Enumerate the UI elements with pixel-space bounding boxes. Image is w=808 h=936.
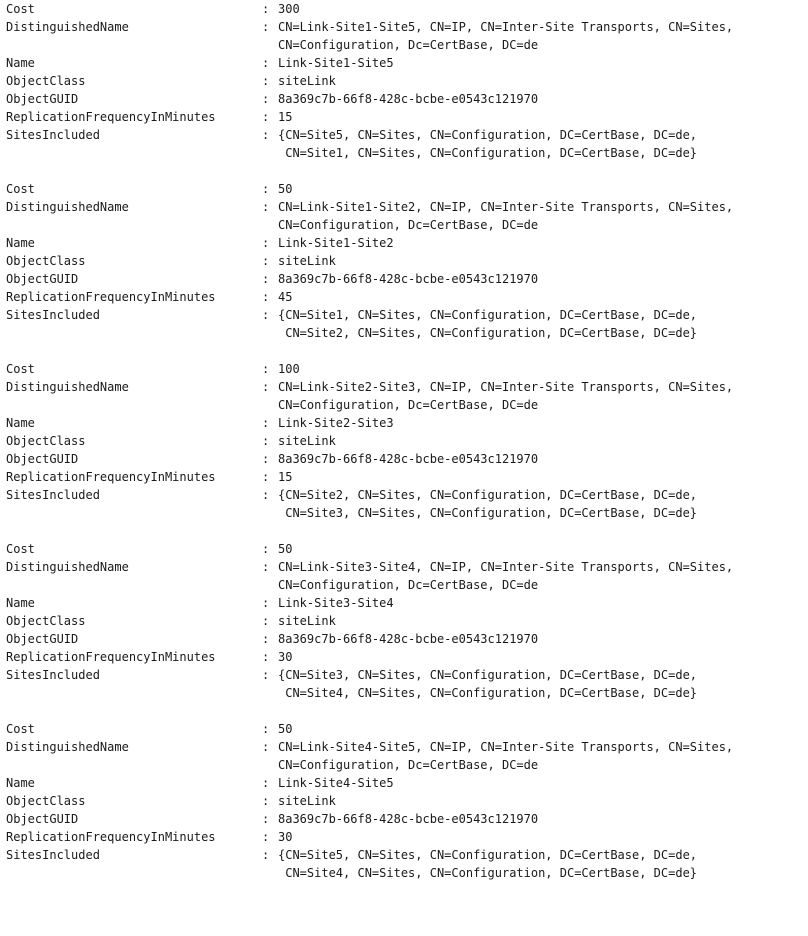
- distinguished-name-value: [278, 558, 798, 594]
- property-label: Name: [6, 596, 35, 610]
- separator: :: [262, 20, 270, 34]
- value-line: CN=Configuration, Dc=CertBase, DC=de: [278, 38, 539, 52]
- separator: :: [262, 434, 270, 448]
- property-label: ObjectGUID: [6, 632, 79, 646]
- cost-value: 50: [278, 542, 293, 556]
- property-label: ObjectClass: [6, 434, 86, 448]
- cost-row: [6, 540, 806, 558]
- object-guid-row: [6, 270, 806, 288]
- name-value: Link-Site3-Site4: [278, 596, 394, 610]
- separator: :: [262, 488, 270, 502]
- object-guid-value: 8a369c7b-66f8-428c-bcbe-e0543c121970: [278, 812, 539, 826]
- distinguished-name-value: [278, 738, 798, 774]
- distinguished-name-row: [6, 558, 806, 594]
- sites-included-row: [6, 126, 806, 162]
- property-label: SitesIncluded: [6, 488, 100, 502]
- sites-included-row: [6, 306, 806, 342]
- object-class-row: [6, 792, 806, 810]
- separator: :: [262, 2, 270, 16]
- cost-value: 300: [278, 2, 300, 16]
- separator: :: [262, 596, 270, 610]
- property-label: ReplicationFrequencyInMinutes: [6, 650, 216, 664]
- site-link-record: [6, 180, 806, 360]
- sites-included-value: [278, 486, 798, 522]
- separator: :: [262, 470, 270, 484]
- distinguished-name-row: [6, 18, 806, 54]
- separator: :: [262, 272, 270, 286]
- value-line: {CN=Site5, CN=Sites, CN=Configuration, DC=CertBase, DC=de,: [278, 128, 698, 142]
- cost-value: 100: [278, 362, 300, 376]
- property-label: DistinguishedName: [6, 200, 129, 214]
- property-label: ObjectClass: [6, 254, 86, 268]
- blank-line: [6, 702, 806, 720]
- sites-included-value: [278, 306, 798, 342]
- property-label: Cost: [6, 722, 35, 736]
- value-line: CN=Configuration, Dc=CertBase, DC=de: [278, 218, 539, 232]
- separator: :: [262, 128, 270, 142]
- property-label: ObjectGUID: [6, 452, 79, 466]
- blank-line: [6, 162, 806, 180]
- value-line: CN=Site1, CN=Sites, CN=Configuration, DC=CertBase, DC=de}: [278, 146, 698, 160]
- property-label: Name: [6, 776, 35, 790]
- object-guid-value: 8a369c7b-66f8-428c-bcbe-e0543c121970: [278, 272, 539, 286]
- value-line: CN=Site3, CN=Sites, CN=Configuration, DC=CertBase, DC=de}: [278, 506, 698, 520]
- property-label: Name: [6, 56, 35, 70]
- site-link-record: [6, 540, 806, 720]
- property-label: SitesIncluded: [6, 308, 100, 322]
- property-label: ObjectGUID: [6, 272, 79, 286]
- name-value: Link-Site2-Site3: [278, 416, 394, 430]
- value-line: {CN=Site5, CN=Sites, CN=Configuration, DC=CertBase, DC=de,: [278, 848, 698, 862]
- value-line: CN=Link-Site4-Site5, CN=IP, CN=Inter-Site Transports, CN=Sites,: [278, 740, 734, 754]
- value-line: CN=Configuration, Dc=CertBase, DC=de: [278, 578, 539, 592]
- sites-included-value: [278, 846, 798, 882]
- object-guid-value: 8a369c7b-66f8-428c-bcbe-e0543c121970: [278, 92, 539, 106]
- separator: :: [262, 74, 270, 88]
- value-line: CN=Configuration, Dc=CertBase, DC=de: [278, 398, 539, 412]
- value-line: CN=Link-Site2-Site3, CN=IP, CN=Inter-Site Transports, CN=Sites,: [278, 380, 734, 394]
- property-label: SitesIncluded: [6, 128, 100, 142]
- cost-value: 50: [278, 722, 293, 736]
- separator: :: [262, 776, 270, 790]
- distinguished-name-value: [278, 198, 798, 234]
- separator: :: [262, 236, 270, 250]
- separator: :: [262, 848, 270, 862]
- property-label: ReplicationFrequencyInMinutes: [6, 290, 216, 304]
- object-class-value: siteLink: [278, 434, 336, 448]
- cost-row: [6, 360, 806, 378]
- cost-value: 50: [278, 182, 293, 196]
- replication-frequency-row: [6, 648, 806, 666]
- replication-frequency-row: [6, 828, 806, 846]
- property-label: DistinguishedName: [6, 560, 129, 574]
- property-label: ObjectGUID: [6, 812, 79, 826]
- name-value: Link-Site1-Site5: [278, 56, 394, 70]
- replication-frequency-row: [6, 108, 806, 126]
- value-line: {CN=Site2, CN=Sites, CN=Configuration, DC=CertBase, DC=de,: [278, 488, 698, 502]
- property-label: ObjectClass: [6, 794, 86, 808]
- property-label: ReplicationFrequencyInMinutes: [6, 830, 216, 844]
- cost-row: [6, 180, 806, 198]
- name-row: [6, 414, 806, 432]
- name-value: Link-Site1-Site2: [278, 236, 394, 250]
- object-guid-row: [6, 450, 806, 468]
- distinguished-name-value: [278, 18, 798, 54]
- replication-frequency-value: 15: [278, 110, 293, 124]
- separator: :: [262, 182, 270, 196]
- object-guid-value: 8a369c7b-66f8-428c-bcbe-e0543c121970: [278, 632, 539, 646]
- distinguished-name-value: [278, 378, 798, 414]
- property-label: ObjectGUID: [6, 92, 79, 106]
- separator: :: [262, 794, 270, 808]
- value-line: CN=Link-Site3-Site4, CN=IP, CN=Inter-Site Transports, CN=Sites,: [278, 560, 734, 574]
- separator: :: [262, 290, 270, 304]
- blank-line: [6, 522, 806, 540]
- separator: :: [262, 362, 270, 376]
- separator: :: [262, 542, 270, 556]
- name-value: Link-Site4-Site5: [278, 776, 394, 790]
- value-line: CN=Configuration, Dc=CertBase, DC=de: [278, 758, 539, 772]
- replication-frequency-row: [6, 468, 806, 486]
- object-class-row: [6, 72, 806, 90]
- value-line: CN=Site4, CN=Sites, CN=Configuration, DC=CertBase, DC=de}: [278, 686, 698, 700]
- sites-included-row: [6, 666, 806, 702]
- separator: :: [262, 92, 270, 106]
- distinguished-name-row: [6, 738, 806, 774]
- property-label: Name: [6, 236, 35, 250]
- separator: :: [262, 668, 270, 682]
- separator: :: [262, 614, 270, 628]
- name-row: [6, 594, 806, 612]
- site-link-record: [6, 360, 806, 540]
- separator: :: [262, 830, 270, 844]
- property-label: Cost: [6, 182, 35, 196]
- property-label: SitesIncluded: [6, 668, 100, 682]
- separator: :: [262, 812, 270, 826]
- replication-frequency-value: 15: [278, 470, 293, 484]
- object-class-value: siteLink: [278, 794, 336, 808]
- sites-included-row: [6, 486, 806, 522]
- object-class-row: [6, 432, 806, 450]
- separator: :: [262, 560, 270, 574]
- value-line: CN=Site4, CN=Sites, CN=Configuration, DC=CertBase, DC=de}: [278, 866, 698, 880]
- value-line: CN=Link-Site1-Site5, CN=IP, CN=Inter-Site Transports, CN=Sites,: [278, 20, 734, 34]
- name-row: [6, 234, 806, 252]
- separator: :: [262, 380, 270, 394]
- sites-included-value: [278, 126, 798, 162]
- replication-frequency-value: 30: [278, 830, 293, 844]
- console-output: [6, 0, 806, 882]
- cost-row: [6, 0, 806, 18]
- separator: :: [262, 452, 270, 466]
- replication-frequency-value: 30: [278, 650, 293, 664]
- property-label: Cost: [6, 362, 35, 376]
- name-row: [6, 54, 806, 72]
- separator: :: [262, 56, 270, 70]
- replication-frequency-row: [6, 288, 806, 306]
- separator: :: [262, 416, 270, 430]
- property-label: ObjectClass: [6, 614, 86, 628]
- object-class-value: siteLink: [278, 254, 336, 268]
- separator: :: [262, 722, 270, 736]
- separator: :: [262, 200, 270, 214]
- separator: :: [262, 110, 270, 124]
- property-label: SitesIncluded: [6, 848, 100, 862]
- object-guid-row: [6, 630, 806, 648]
- object-class-row: [6, 612, 806, 630]
- object-class-row: [6, 252, 806, 270]
- distinguished-name-row: [6, 378, 806, 414]
- value-line: CN=Site2, CN=Sites, CN=Configuration, DC=CertBase, DC=de}: [278, 326, 698, 340]
- separator: :: [262, 632, 270, 646]
- object-guid-row: [6, 810, 806, 828]
- separator: :: [262, 650, 270, 664]
- object-guid-value: 8a369c7b-66f8-428c-bcbe-e0543c121970: [278, 452, 539, 466]
- value-line: {CN=Site3, CN=Sites, CN=Configuration, DC=CertBase, DC=de,: [278, 668, 698, 682]
- sites-included-row: [6, 846, 806, 882]
- separator: :: [262, 740, 270, 754]
- site-link-record: [6, 720, 806, 882]
- distinguished-name-row: [6, 198, 806, 234]
- cost-row: [6, 720, 806, 738]
- sites-included-value: [278, 666, 798, 702]
- object-guid-row: [6, 90, 806, 108]
- value-line: {CN=Site1, CN=Sites, CN=Configuration, DC=CertBase, DC=de,: [278, 308, 698, 322]
- name-row: [6, 774, 806, 792]
- property-label: ObjectClass: [6, 74, 86, 88]
- property-label: DistinguishedName: [6, 740, 129, 754]
- property-label: Name: [6, 416, 35, 430]
- separator: :: [262, 254, 270, 268]
- replication-frequency-value: 45: [278, 290, 293, 304]
- property-label: DistinguishedName: [6, 20, 129, 34]
- site-link-record: [6, 0, 806, 180]
- separator: :: [262, 308, 270, 322]
- object-class-value: siteLink: [278, 74, 336, 88]
- property-label: Cost: [6, 542, 35, 556]
- object-class-value: siteLink: [278, 614, 336, 628]
- property-label: ReplicationFrequencyInMinutes: [6, 470, 216, 484]
- property-label: Cost: [6, 2, 35, 16]
- value-line: CN=Link-Site1-Site2, CN=IP, CN=Inter-Site Transports, CN=Sites,: [278, 200, 734, 214]
- property-label: ReplicationFrequencyInMinutes: [6, 110, 216, 124]
- property-label: DistinguishedName: [6, 380, 129, 394]
- blank-line: [6, 342, 806, 360]
